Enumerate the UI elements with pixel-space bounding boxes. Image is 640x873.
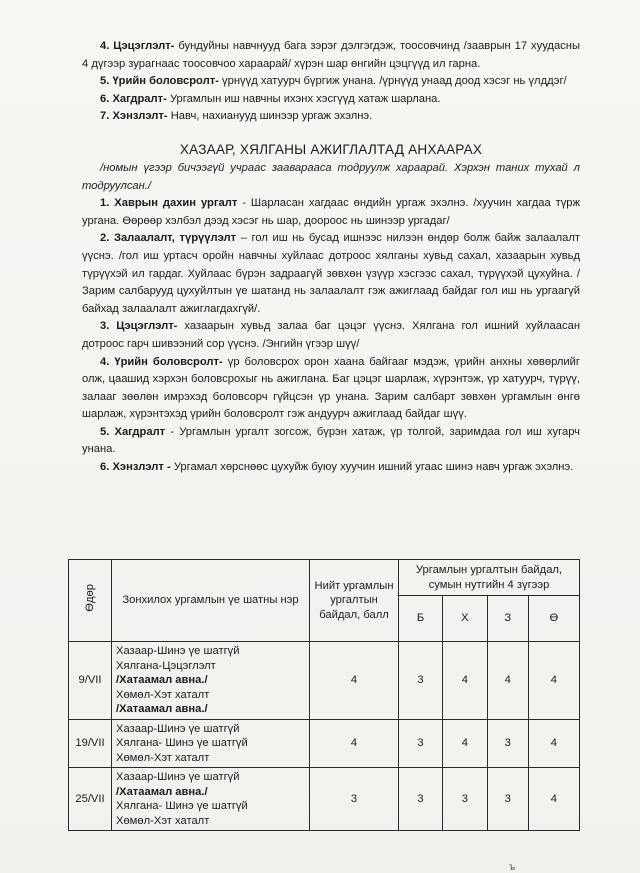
row-val-o: 4 xyxy=(528,642,579,720)
stage-item-2: 2. Залаалалт, түрүүлэлт – гол иш нь бусад ишнээс нилээн өндөр болж байж залаалалт үүснэ. /гол иш уртасч оройн навчны хуйлаас дотроос хялганы хувьд сахал, хазаарын хувьд түрүүхэй ил гардаг. Хуйлаас бүрэн задраагүй зөвхөн үзүүр хэсгээс сахал, түрүүхэй цухуйна. /Зарим салбарууд цухуйлтын үе шатанд нь залаалалт гэж ажиглаад байдаг гол иш нь ургаагүй байхад залаалалт ажиглагдахгүй/. xyxy=(82,232,581,315)
table-row xyxy=(69,642,580,720)
row-total: 4 xyxy=(310,642,399,720)
table-row xyxy=(69,719,580,768)
stage-item-3: 3. Цэцэглэлт- хазаарын хувьд залаа баг цэцэг үүснэ. Хялгана гол ишний хуйлаасан дотроос гарч шивээний сор үүснэ. /Энгийн үгээр шүү/ xyxy=(82,320,580,350)
header-sub-kh: Х xyxy=(443,596,488,642)
header-sub-o: Ө xyxy=(528,596,579,642)
top-list xyxy=(82,38,580,126)
page-mark: ъ xyxy=(509,862,516,873)
row-val-b: 3 xyxy=(399,768,443,831)
stage-item-4: 4. Үрийн боловсролт- үр боловсрох орон хаана байгааг мэдэж, үрийн анхны хөвөрлийг олж, цаашид хэрхэн боловсрохыг нь ажиглана. Баг цэцэг шарлаж, хүрэнтэж, үр хатуурч, түрүү, залааг зөөлөн имрэхэд боловсорч гүйцсэн үр унана. Зарим салбарт зөвхөн ургамлын өнгө шарлаж, хүрэнтэхэд үрийн боловсролт гэж андуурч ажиглаад байдаг шүү. xyxy=(82,355,581,421)
observation-table xyxy=(68,559,580,831)
top-item-4: 4. Цэцэглэлт- бундуйны навчнууд бага зэрэг дэлгэгдэж, тоосовчинд /заавpын 17 хуудасны 4 дүгээр зурагнаас тоосовчоо хараарай/ хүрэн шар өнгийн цэцгүүд ил гарна. xyxy=(82,40,580,70)
stage-item-6: 6. Хэнзлэлт - Ургамал хөрснөөс цухуйж буюу хуучин ишний угаас шинэ навч ургаж эхэлнэ. xyxy=(100,461,574,474)
header-day: Өдөр xyxy=(69,560,112,642)
top-item-5: 5. Үрийн боловсролт- үрнүүд хатуурч бүргиж унана. /үрнүүд унаад доод хэсэг нь үлддэг/ xyxy=(100,75,567,88)
section-subtitle: /номын үгээр бичээгүй учраас зааварааса тодруулж хараарай. Хэрхэн таних тухай л тодруулсан./ xyxy=(82,161,580,192)
section-title: ХАЗААР, ХЯЛГАНЫ АЖИГЛАЛТАД АНХААРАХ xyxy=(179,141,483,157)
row-plants: Хазаар-Шинэ үе шатгүй /Хатаамал авна./ Хялгана- Шинэ үе шатгүй Хөмөл-Хэт хаталт xyxy=(112,768,310,831)
row-total: 3 xyxy=(310,768,399,831)
row-day: 9/VII xyxy=(69,642,112,720)
row-val-o: 4 xyxy=(528,719,579,768)
stage-list xyxy=(82,195,580,477)
row-val-b: 3 xyxy=(399,719,443,768)
stage-item-5: 5. Хагдралт - Ургамлын ургалт зогсож, бүрэн хатаж, үр толгой, заримдаа гол иш хугарч унана. xyxy=(82,425,581,456)
header-sub-z: З xyxy=(487,596,528,642)
row-day: 19/VII xyxy=(69,719,112,768)
row-val-kh: 4 xyxy=(443,719,488,768)
row-val-z: 3 xyxy=(487,768,528,831)
row-plants: Хазаар-Шинэ үе шатгүй Хялгана-Цэцэглэлт /Хатаамал авна./ Хөмөл-Хэт хаталт /Хатаамал авна./ xyxy=(112,642,310,720)
header-plant: Зонхилох ургамлын үе шатны нэр xyxy=(112,560,310,642)
header-sub-b: Б xyxy=(399,596,443,642)
top-item-6: 6. Хагдралт- Ургамлын иш навчны ихэнх хэсгүүд хатаж шарлана. xyxy=(100,92,441,105)
row-val-o: 4 xyxy=(528,768,579,831)
row-val-kh: 3 xyxy=(443,768,488,831)
header-total: Нийт ургамлын ургалтын байдал, балл xyxy=(310,560,399,642)
document-body xyxy=(82,38,580,477)
row-day: 25/VII xyxy=(69,768,112,831)
row-val-z: 3 xyxy=(487,719,528,768)
row-val-z: 4 xyxy=(487,642,528,720)
row-val-kh: 4 xyxy=(443,642,488,720)
table-row xyxy=(69,768,580,831)
row-val-b: 3 xyxy=(399,642,443,720)
row-plants: Хазаар-Шинэ үе шатгүй Хялгана- Шинэ үе шатгүй Хөмөл-Хэт хаталт xyxy=(112,719,310,768)
top-item-7: 7. Хэнзлэлт- Навч, нахианууд шинээр ургаж эхэлнэ. xyxy=(100,110,373,123)
stage-item-1: 1. Хаврын дахин ургалт - Шарласан хагдаас өндийн ургаж эхэлнэ. /хуучин хагдаа түрж ургана. Өөрөөр хэлбэл дээд хэсэг нь шар, доороос нь шинээр ургадаг/ xyxy=(82,197,581,227)
row-total: 4 xyxy=(310,719,399,768)
header-group: Ургамлын ургалтын байдал, сумын нутгийн 4 зүгээр xyxy=(399,560,580,596)
